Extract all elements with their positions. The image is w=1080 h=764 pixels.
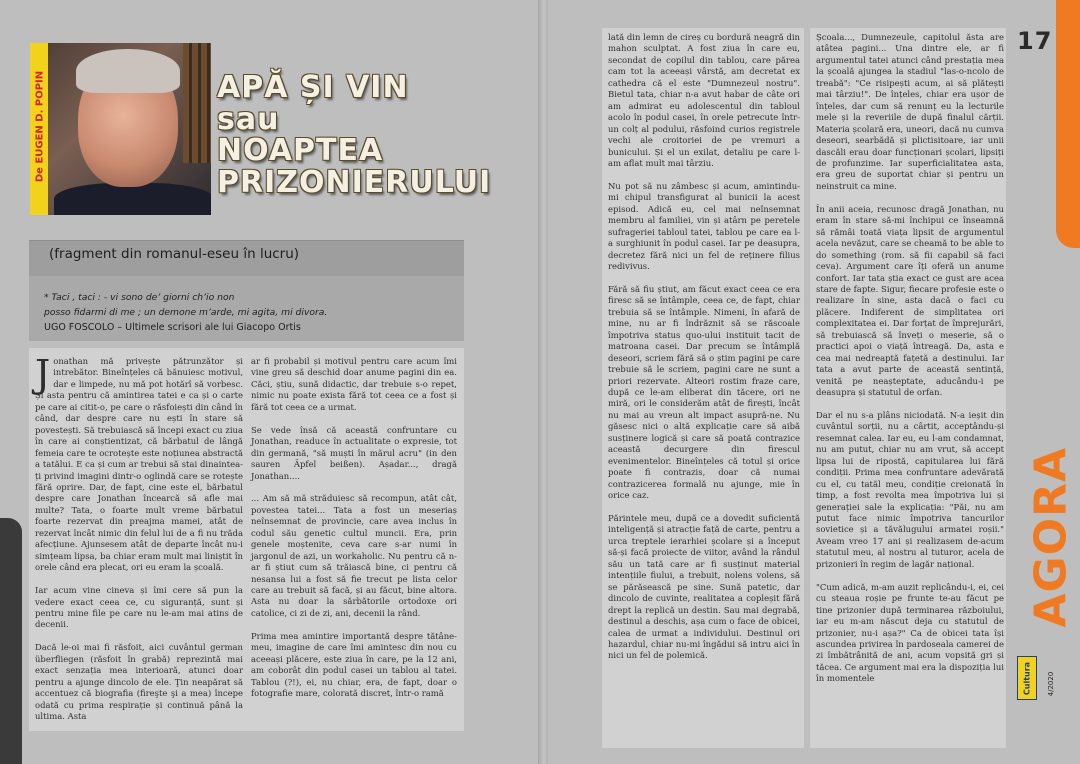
author-hair [76,49,180,93]
subtitle-box [29,240,464,276]
epigraph-source: UGO FOSCOLO – Ultimele scrisori ale lui Giacopo Ortis [44,322,301,333]
paragraph: În anii aceia, recunosc dragă Jonathan, nu eram în stare să-mi închipui ce înseamnă să rămâi toată viața lipsit de argumentul acela nevăzut, care se cheamă to be able to do something (rom. să fii capabil să faci ceva). Argument care îți oferă un anume confort. Iar tata știa exact ce gust are acea stare de fapte. Sigur, fiecare profesie este o realizare în sine, asta dacă o faci cu plăcere. Indiferent de simplitatea ori complexitatea ei. Dar forțat de împrejurări, să trebuiască să înveți o meserie, să o practici apoi o viață întreagă. Da, asta e cea mai nedreaptă fațetă a destinului. Iar tata a avut parte de această sentință, venită pe neașteptate, aducându-i pe deasupra și statutul de orfan. [816,203,1004,398]
text-column-1 [35,352,243,722]
paragraph: onathan mă privește pătrunzător și intrebător. Bineînțeles că bănuiesc motivul, dar e limpede, nu mă pot hotărî să vorbesc. Și asta pentru că amintirea tatei e ca și o carte pe care ai citit-o, pe care o răsfoiești din când în când, dar despre care nu ești în stare să povestești. Să trebuiască să începi exact cu ziua în care ai conștientizat, că bărbatul de lângă femeia care te ocrotește este noțiunea abstractă a tatălui. E ca și cum ar trebui să stai dinaintea-ți privind imagini dintr-o oglindă care se rotește fără oprire. Dar, de fapt, cine este el, bărbatul despre care Jonathan încearcă să afle mai multe? Tata, o foarte mult vreme bărbatul foarte rezervat din preajma mamei, atât de rezervat încât nimic din felul lui de a fi nu trăda afecțiune. Ajunsesem atât de departe încât nu-i simțeam lipsa, ba chiar eram mult mai liniștit în orele când era plecat, ori eu eram la școală. [35,356,243,573]
paragraph: Dar el nu s-a plâns niciodată. N-a ieșit din cuvântul sorții, nu a cârtit, acceptându-și resemnat calea. Iar eu, eu l-am condamnat, nu am putut, chiar nu am vrut, să accept lipsa lui de ripostă, capitularea lui fără condiții. Prima mea confruntare adevărată cu el, cu tatăl meu, condiție creionată în timp, a fost revolta mea împotriva lui și generației sale la explicația: "Păi, nu am putut face nimic împotriva tancurilor sovietice și a tăvălugului armatei roșii." Aveam vreo 17 ani și realizasem de-acum statutul meu, al nostru al tuturor, acela de prizonieri în regim de lagăr național. [816,409,1004,569]
drop-cap: J [35,352,51,396]
right-column-panel-2 [810,28,1006,748]
paragraph: Dacă le-oi mai fi răsfoit, aici cuvântul german überfliegen (răsfoit în grabă) reprezintă mai exact senzația mea interioară, atunci doar pentru a ajunge dincolo de ele. Ţin neapărat să accentuez că biografia (fireşte şi a mea) începe odată cu prima respirație și continuă până la ultima. Asta [35,642,243,722]
title-line-2: sau [217,101,280,137]
article-body-panel [29,348,464,731]
paragraph: Se vede însă că această confruntare cu Jonathan, readuce în actualitate o expresie, tot din germană, "să muști în mărul acru" (in den sauren Äpfel beißen). Așadar..., dragă Jonathan.... [251,424,457,481]
issue-number: 4/2020 [1047,671,1055,697]
paragraph: Nu pot să nu zâmbesc și acum, amintindu-mi chipul transfigurat al bunicii la acest episod. Adică eu, cel mai neînsemnat membru al familiei, vin și atârn pe peretele sufrageriei tabloul tatei, tablou pe care ea l-a surghiunit în podul casei. Iar pe deasupra, decretez fără nici un fel de reținere filius redivivus. [608,180,800,272]
paragraph: "Cum adică, m-am auzit replicându-i, ei, cei cu steaua roșie pe frunte te-au făcut pe tine prizonier după terminarea războiului, iar eu m-am născut deja cu statutul de prizonier, nu-i așa?" Ca de obicei tata își ascundea privirea în pardoseala camerei de zi îmbătrânită de ani, acum vopsită gri și tăcea. Ce argument mai era la dispoziția lui în momentele [816,581,1004,684]
section-label: AGORA [1025,446,1077,628]
title-line-4: PRIZONIERULUI [217,164,492,200]
paragraph: Prima mea amintire importantă despre tătâne-meu, imagine de care îmi amintesc din nou cu aceeași plăcere, este ziua în care, pe la 12 ani, am coborât din podul casei un tablou al tatei. Tablou (?!), ei, nu chiar, era, de fapt, doar o fotografie mare, colorată discret, într-o ramă [251,630,457,699]
page-number: 17 [1017,27,1053,55]
author-shirt [54,183,211,215]
right-edge-tab [1056,0,1080,248]
paragraph: lată din lemn de cireș cu bordură neagră din mahon sculptat. A fost ziua în care eu, secondat de copilul din tablou, care părea cam tot la aceeași vârstă, am decretat ex cathedra că el este "Dumnezeul nostru". Bietul tata, chiar n-a avut habar de câte ori am admirat eu adolescentul din tabloul acolo în podul casei, în orele petrecute într-un colț al podului, răsfoind curios registrele vechi ale croitoriei de pe vremuri a bunicului. Și el un exilat, detaliu pe care l-am aflat mult mai târziu. [608,32,800,168]
title-line-3: NOAPTEA [217,133,384,168]
article-title [217,70,492,200]
epigraph-box [29,276,464,341]
paragraph: ar fi probabil și motivul pentru care acum îmi vine greu să deschid doar anume pagini din ea. Căci, știu, sună didactic, dar trebuie s-o repet, nimic nu poate exista fără tot ceea ce a fost și fără tot ceea ce a urmat. [251,356,457,412]
text-column-4 [816,32,1004,685]
text-column-2 [251,356,457,700]
author-photo [30,43,211,215]
paragraph: Școala..., Dumnezeule, capitolul ăsta are atâtea pagini... Una dintre ele, ar fi argumentul tatei atunci când prestația mea la școală ajungea la stadiul "las-o-ncolo de treabă": "Ce risipești acum, ai să plătești mai târziu!". De înțeles, chiar era ușor de înțeles, dar cum să renunț eu la lecturile mele și la reveriile de după finalul cărții. Materia școlară era, uneori, dacă nu cumva deseori, searbădă și plictisitoare, iar unii dascăli erau doar funcționari școlari, lipsiți de profunzime. Iar superficialitatea asta, era greu de suportat chiar și pentru un neinstruit ca mine. [816,32,1004,191]
byline: De EUGEN D. POPIN [34,70,46,183]
title-line-1: APĂ ȘI VIN [217,70,409,105]
logo-text: Cultura [1022,661,1032,696]
epigraph-line-1: * Taci , taci : - vi sono de’ giorni ch’io non [44,292,235,303]
magazine-logo [1017,656,1037,716]
paragraph: ... Am să mă străduiesc să recompun, atât cât, povestea tatei... Tata a fost un meseriaș neînsemnat de provincie, care avea inclus în codul său genetic cultul muncii. Era, prin genele moștenite, ceva care s-ar numi în jargonul de azi, un workaholic. Nu pentru că n-ar fi știut cum să trăiască bine, ci pentru că nesansa lui a fost să fie trecut pe lista celor care au trebuit să facă, și au făcut, bine altora. Asta nu doar la sărbătorile ortodoxe ori catolice, ci zi de zi, ani, decenii la rând. [251,493,457,618]
left-edge-tab [0,518,22,764]
article-subtitle: (fragment din romanul-eseu în lucru) [49,246,300,262]
bookshelf-background [183,43,211,163]
right-column-panel-1 [602,28,804,748]
paragraph: Iar acum vine cineva și îmi cere să pun la vedere exact ceea ce, cu siguranță, sunt și pentru mine file pe care nu le-am mai atins de decenii. [35,585,243,630]
epigraph-line-2: posso fidarmi di me ; un demone m’arde, mi agita, mi divora. [44,307,328,318]
text-column-3 [608,32,800,662]
paragraph: Părintele meu, după ce a dovedit suficientă inteligență și atracție față de carte, pentru a urca treptele ierarhiei școlare și a început să-și facă proiecte de viitor, având la rândul său un tată care ar fi susținut material intențiile fiului, a trebuit, nolens volens, să se părăsească pe sine. Sună patetic, dar dincolo de cuvinte, realitatea a copleșit fără drept la replică un destin. Sau mai degrabă, destinul a deschis, așa cum o face de obicei, calea de urmat a individului. Destinul ori hazardul, chiar nu-mi îngădui să intru aici în nici un fel de polemică. [608,512,800,661]
paragraph: Fără să fiu știut, am făcut exact ceea ce era firesc să se întâmple, ceea ce, de fapt, chiar trebuia să se întâmple. Nimeni, în afară de mine, nu ar fi îndrăznit să se răscoale împotriva status quo-ului instituit tacit de matroana casei. Dar precum se întâmplă deseori, scriem fără să o știm pagini pe care trebuie să le scriem, pagini care ne sunt a priori rezervate. Alteori rostim fraze care, după ce le-am eliberat din tăcere, ori ne miră, ori le considerăm atât de firești, încât nu mai au vreun alt impact asupră-ne. Nu găsesc nici o altă explicație care să aibă susținere logică și care să poată contrazice această decurgere din firescul evenimentelor. Bineînțeles că totul și orice poate fi contrazis, doar că numai contrazicerea formală nu ajunge, mie în orice caz. [608,283,800,501]
epigraph [44,290,454,320]
